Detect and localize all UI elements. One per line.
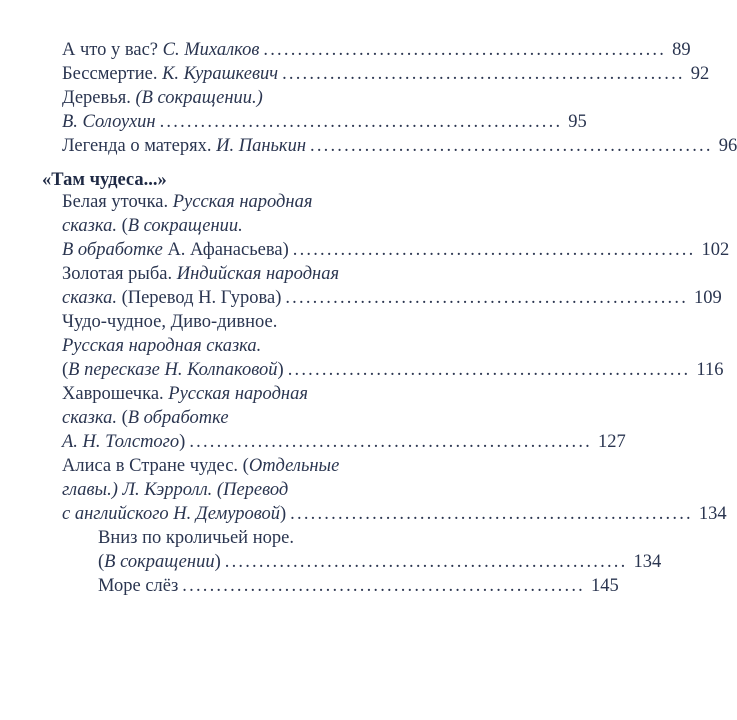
entry-text: Хаврошечка. bbox=[62, 384, 169, 404]
entry-italic-text: В обработке bbox=[127, 408, 229, 428]
toc-entry-line bbox=[62, 262, 339, 286]
toc-entry-line bbox=[62, 334, 261, 358]
entry-author: К. Курашкевич bbox=[162, 64, 279, 84]
leader-dots: ........................................................... bbox=[292, 240, 696, 260]
leader-dots: ........................................................... bbox=[282, 64, 685, 84]
page-number: 89 bbox=[672, 40, 691, 60]
leader-dots: ........................................................... bbox=[290, 504, 693, 524]
page-number: 145 bbox=[590, 576, 619, 596]
entry-italic-text: В обработке bbox=[62, 240, 163, 260]
entry-text: Золотая рыба. bbox=[62, 264, 177, 284]
page-number: 134 bbox=[698, 504, 727, 524]
entry-text: Чудо-чудное, Диво-дивное. bbox=[62, 312, 278, 332]
leader-dots: ........................................................... bbox=[182, 576, 585, 596]
entry-text: А. Афанасьева) bbox=[162, 240, 289, 260]
section-title: «Там чудеса...» bbox=[42, 170, 167, 190]
toc-entry-line bbox=[62, 214, 243, 238]
leader-dots: ........................................................... bbox=[159, 112, 563, 132]
entry-text: ) bbox=[214, 552, 221, 572]
page-number: 127 bbox=[598, 432, 626, 452]
entry-note: (В сокращении.) bbox=[135, 88, 263, 108]
entry-title: Легенда о матерях. bbox=[62, 136, 212, 156]
entry-text: ( bbox=[98, 552, 105, 572]
entry-italic-text: А. Н. Толстого bbox=[62, 432, 180, 452]
entry-italic-text: В сокращении bbox=[104, 552, 215, 572]
entry-italic-text: В пересказе Н. Колпаковой bbox=[68, 360, 278, 380]
entry-italic-text: Отдельные bbox=[248, 456, 340, 476]
entry-italic-text: Русская народная bbox=[172, 192, 313, 212]
entry-text: ) bbox=[277, 360, 284, 380]
toc-entry bbox=[62, 86, 263, 110]
entry-italic-text: Русская народная сказка. bbox=[62, 336, 262, 356]
leader-dots: ........................................................... bbox=[224, 552, 628, 572]
entry-italic-text: сказка. bbox=[62, 288, 117, 308]
toc-entry-line bbox=[98, 574, 619, 598]
entry-italic-text: Л. Кэрролл. (Перевод bbox=[122, 480, 289, 500]
toc-entry-line bbox=[62, 430, 626, 454]
toc-entry bbox=[62, 110, 587, 134]
toc-entry-line bbox=[62, 454, 339, 478]
entry-italic-text: с английского Н. Демуровой bbox=[62, 504, 280, 524]
toc-entry-line bbox=[62, 358, 724, 382]
page-number: 109 bbox=[694, 288, 722, 308]
page-number: 102 bbox=[701, 240, 730, 260]
leader-dots: ........................................................... bbox=[285, 288, 689, 308]
entry-text: ( bbox=[116, 408, 128, 428]
entry-italic-text: Русская народная bbox=[168, 384, 308, 404]
entry-italic-text: Индийская народная bbox=[176, 264, 340, 284]
page-number: 96 bbox=[718, 136, 737, 156]
toc-entry-line bbox=[98, 526, 294, 550]
toc-entry bbox=[62, 62, 710, 86]
toc-entry-line bbox=[62, 310, 277, 334]
toc-entry-line bbox=[62, 406, 229, 430]
entry-italic-text: главы.) bbox=[62, 480, 118, 500]
toc-entry-line bbox=[62, 382, 308, 406]
entry-italic-text: сказка. bbox=[62, 408, 117, 428]
entry-author: В. Солоухин bbox=[62, 112, 156, 132]
entry-text: ) bbox=[179, 432, 186, 452]
entry-text: Белая уточка. bbox=[62, 192, 173, 212]
entry-text: Алиса в Стране чудес. ( bbox=[62, 456, 249, 476]
page-number: 95 bbox=[568, 112, 587, 132]
entry-author: И. Панькин bbox=[216, 136, 306, 156]
toc-entry-line bbox=[62, 478, 288, 502]
entry-italic-text: В сокращении. bbox=[127, 216, 243, 236]
entry-title: Бессмертие. bbox=[62, 64, 158, 84]
toc-entry bbox=[62, 134, 737, 158]
page-number: 134 bbox=[633, 552, 662, 572]
entry-text: ( bbox=[116, 216, 128, 236]
leader-dots: ........................................................... bbox=[189, 432, 593, 452]
leader-dots: ........................................................... bbox=[287, 360, 691, 380]
page-number: 116 bbox=[696, 360, 724, 380]
toc-entry-line bbox=[62, 190, 312, 214]
entry-author: С. Михалков bbox=[162, 40, 260, 60]
toc-entry-line bbox=[62, 502, 727, 526]
entry-text: Вниз по кроличьей норе. bbox=[98, 528, 294, 548]
leader-dots: ........................................................... bbox=[310, 136, 713, 156]
entry-italic-text: сказка. bbox=[62, 216, 117, 236]
entry-title: А что у вас? bbox=[62, 40, 159, 60]
entry-text: ) bbox=[280, 504, 287, 524]
entry-text: Море слёз bbox=[98, 576, 179, 596]
entry-text: (Перевод Н. Гурова) bbox=[116, 288, 282, 308]
entry-text: ( bbox=[62, 360, 69, 380]
leader-dots: ........................................................... bbox=[263, 40, 667, 60]
toc-entry bbox=[62, 38, 691, 62]
toc-entry-line bbox=[62, 286, 722, 310]
toc-entry-line bbox=[62, 238, 730, 262]
toc-entry-line bbox=[98, 550, 662, 574]
page-number: 92 bbox=[690, 64, 710, 84]
entry-title: Деревья. bbox=[62, 88, 131, 108]
